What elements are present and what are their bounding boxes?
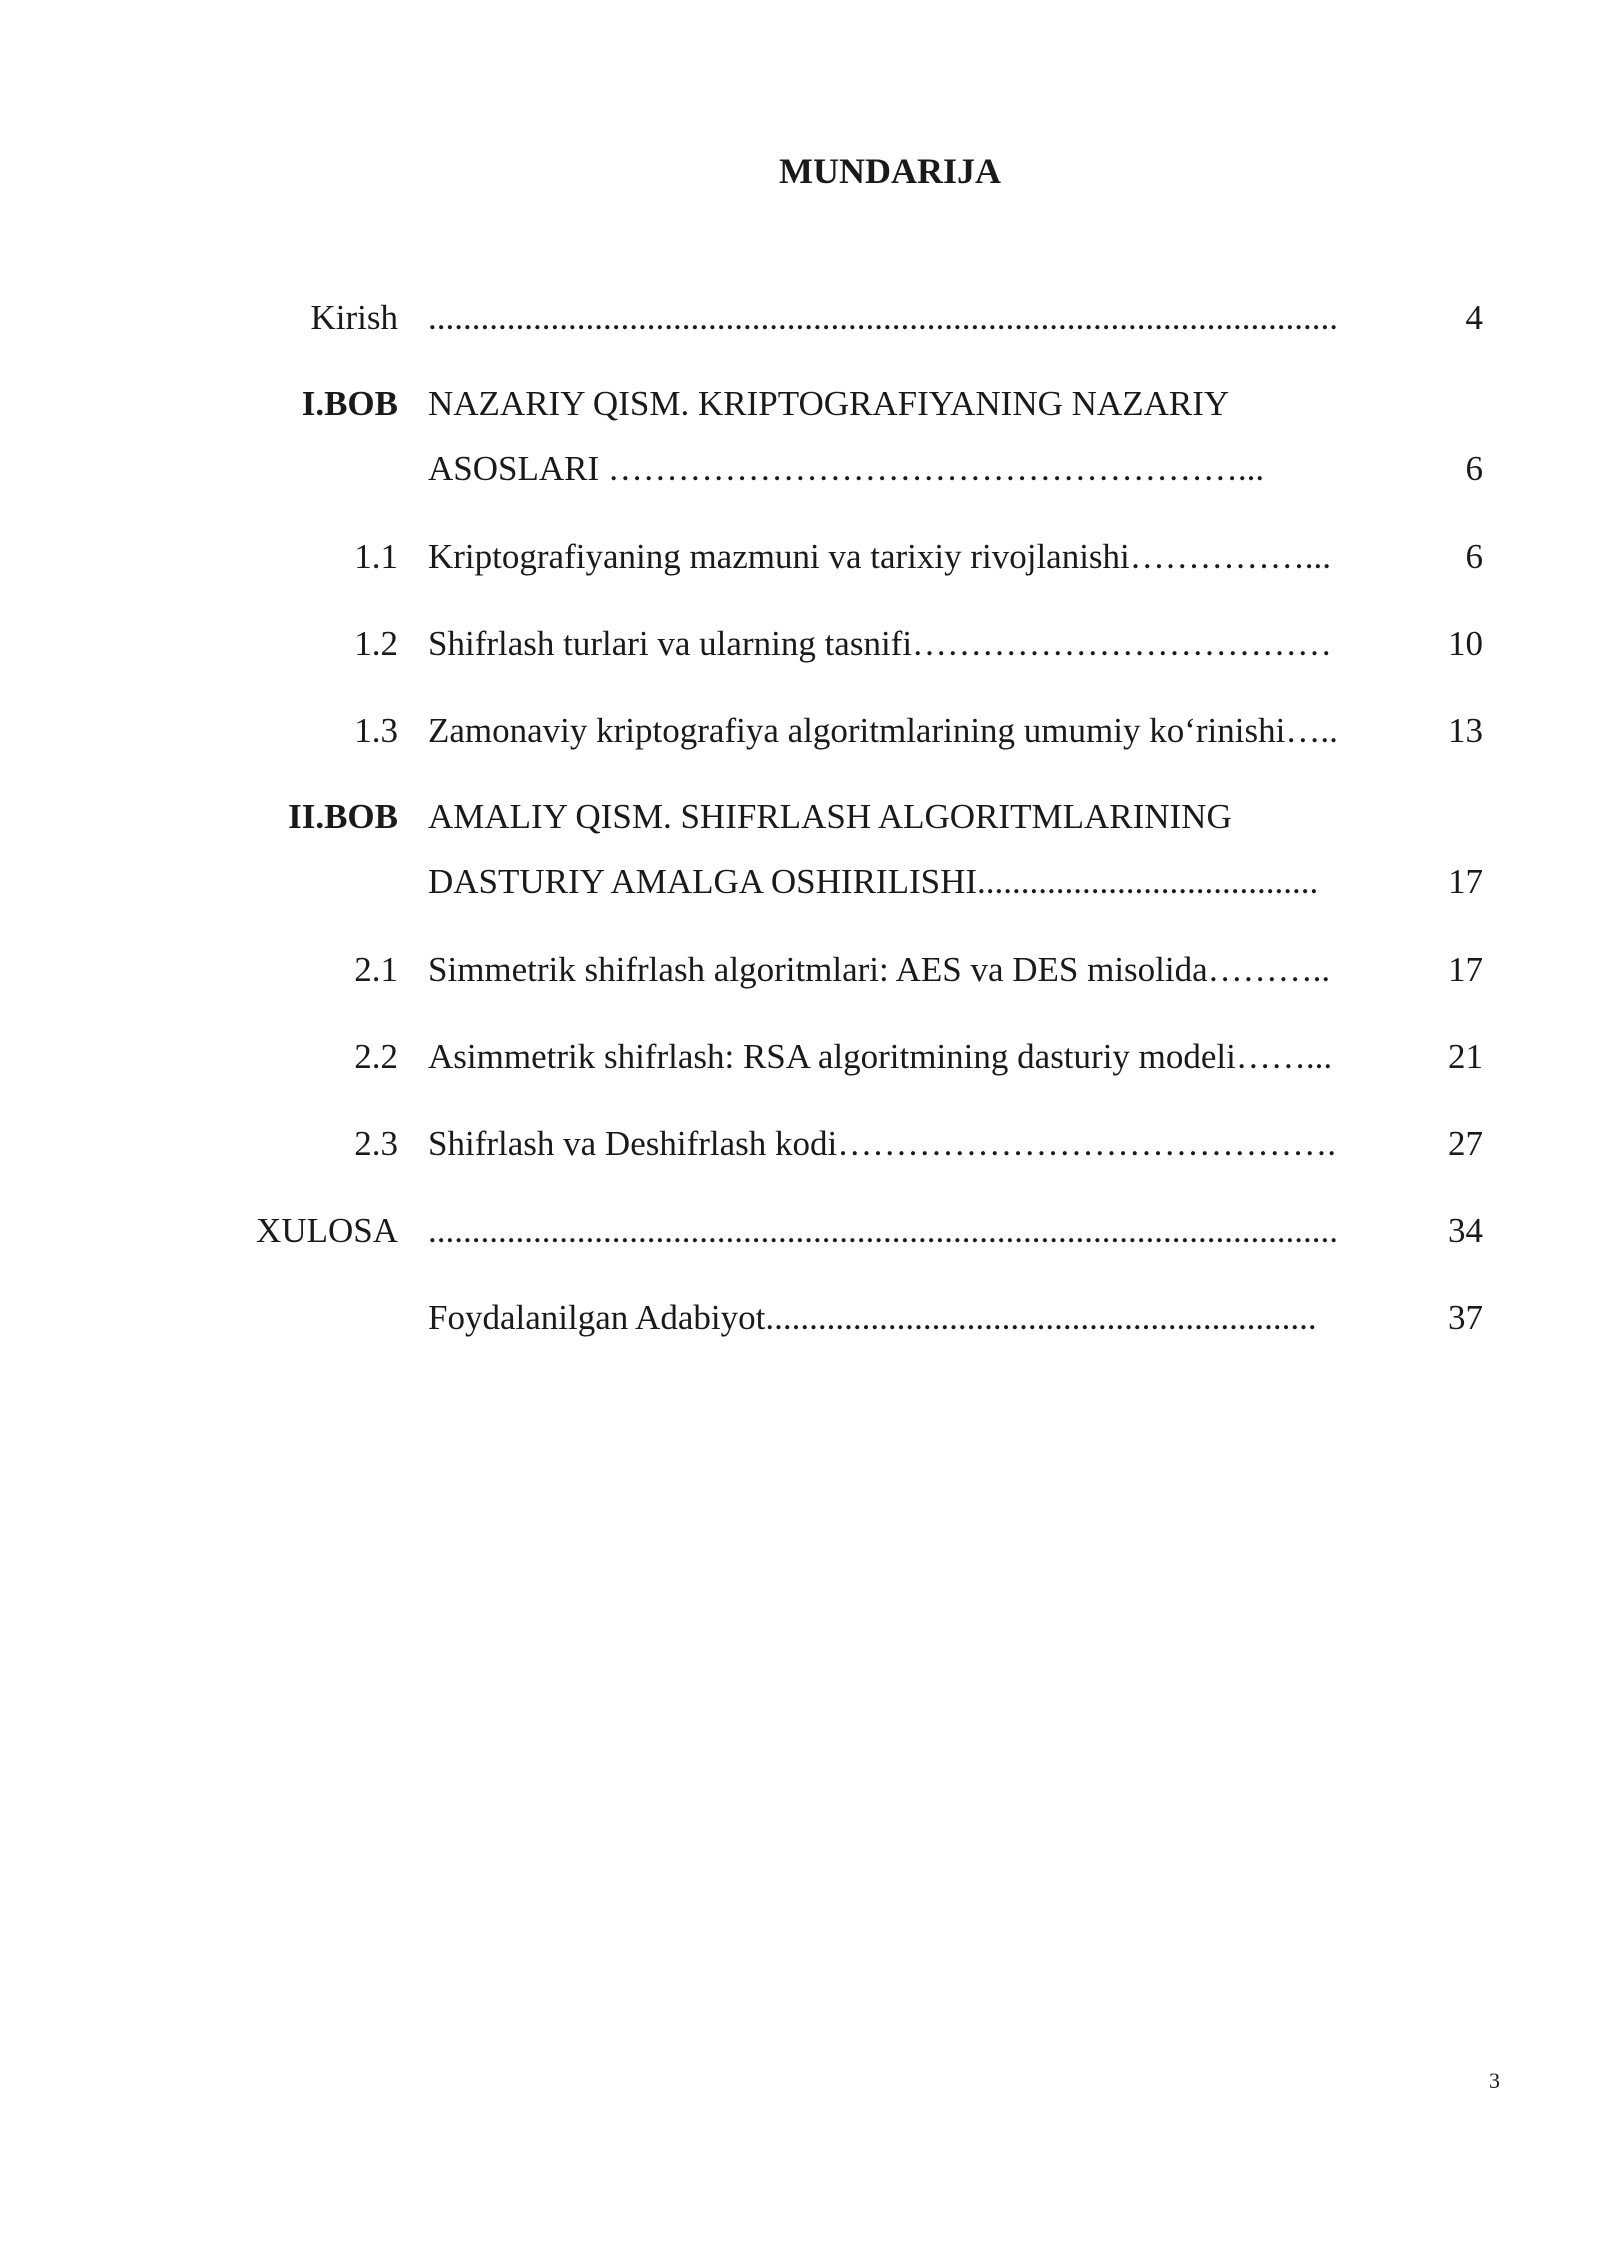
toc-page-1-2: 10 [1448,624,1483,663]
toc-title-bibliography: Foydalanilgan Adabiyot............................................................... [428,1298,1317,1337]
toc-label-chapter-1: I.BOB [301,384,398,423]
toc-title-chapter-1-cont: ASOSLARI ………………………………………………... [428,449,1265,488]
toc-leader-xulosa: ........................................................................................................ [428,1211,1338,1250]
page-title: MUNDARIJA [779,151,1001,191]
toc-label-chapter-2: II.BOB [288,797,398,836]
toc-label-2-1: 2.1 [354,950,398,989]
toc-page-2-1: 17 [1448,950,1483,989]
toc-page-kirish: 4 [1465,298,1483,337]
toc-title-1-3: Zamonaviy kriptografiya algoritmlarining umumiy ko‘rinishi….. [428,711,1338,750]
toc-label-kirish: Kirish [310,298,398,337]
toc-label-xulosa: XULOSA [256,1211,398,1250]
toc-title-2-2: Asimmetrik shifrlash: RSA algoritmining dasturiy modeli……... [428,1037,1333,1076]
toc-page-chapter-2: 17 [1448,862,1483,901]
toc-page-chapter-1: 6 [1465,449,1483,488]
toc-page-1-1: 6 [1465,537,1483,576]
toc-label-1-3: 1.3 [354,711,398,750]
toc-label-1-1: 1.1 [354,537,398,576]
toc-page-1-3: 13 [1448,711,1483,750]
toc-title-chapter-2: AMALIY QISM. SHIFRLASH ALGORITMLARINING [428,797,1232,836]
toc-label-2-3: 2.3 [354,1124,398,1163]
toc-label-1-2: 1.2 [354,624,398,663]
toc-title-2-1: Simmetrik shifrlash algoritmlari: AES va DES misolida……….. [428,950,1331,989]
toc-page-xulosa: 34 [1448,1211,1483,1250]
toc-title-chapter-1: NAZARIY QISM. KRIPTOGRAFIYANING NAZARIY [428,384,1230,423]
toc-page-bibliography: 37 [1448,1298,1483,1337]
toc-title-1-2: Shifrlash turlari va ularning tasnifi……………………………… [428,624,1333,663]
toc-title-1-1: Kriptografiyaning mazmuni va tarixiy rivojlanishi……………... [428,537,1332,576]
toc-title-chapter-2-cont: DASTURIY AMALGA OSHIRILISHI....................................... [428,862,1319,901]
toc-page-2-3: 27 [1448,1124,1483,1163]
toc-leader-kirish: ........................................................................................................ [428,298,1338,337]
toc-title-2-3: Shifrlash va Deshifrlash kodi……………………………………. [428,1124,1336,1163]
toc-page-2-2: 21 [1448,1037,1483,1076]
page-number: 3 [1489,2068,1500,2093]
toc-label-2-2: 2.2 [354,1037,398,1076]
